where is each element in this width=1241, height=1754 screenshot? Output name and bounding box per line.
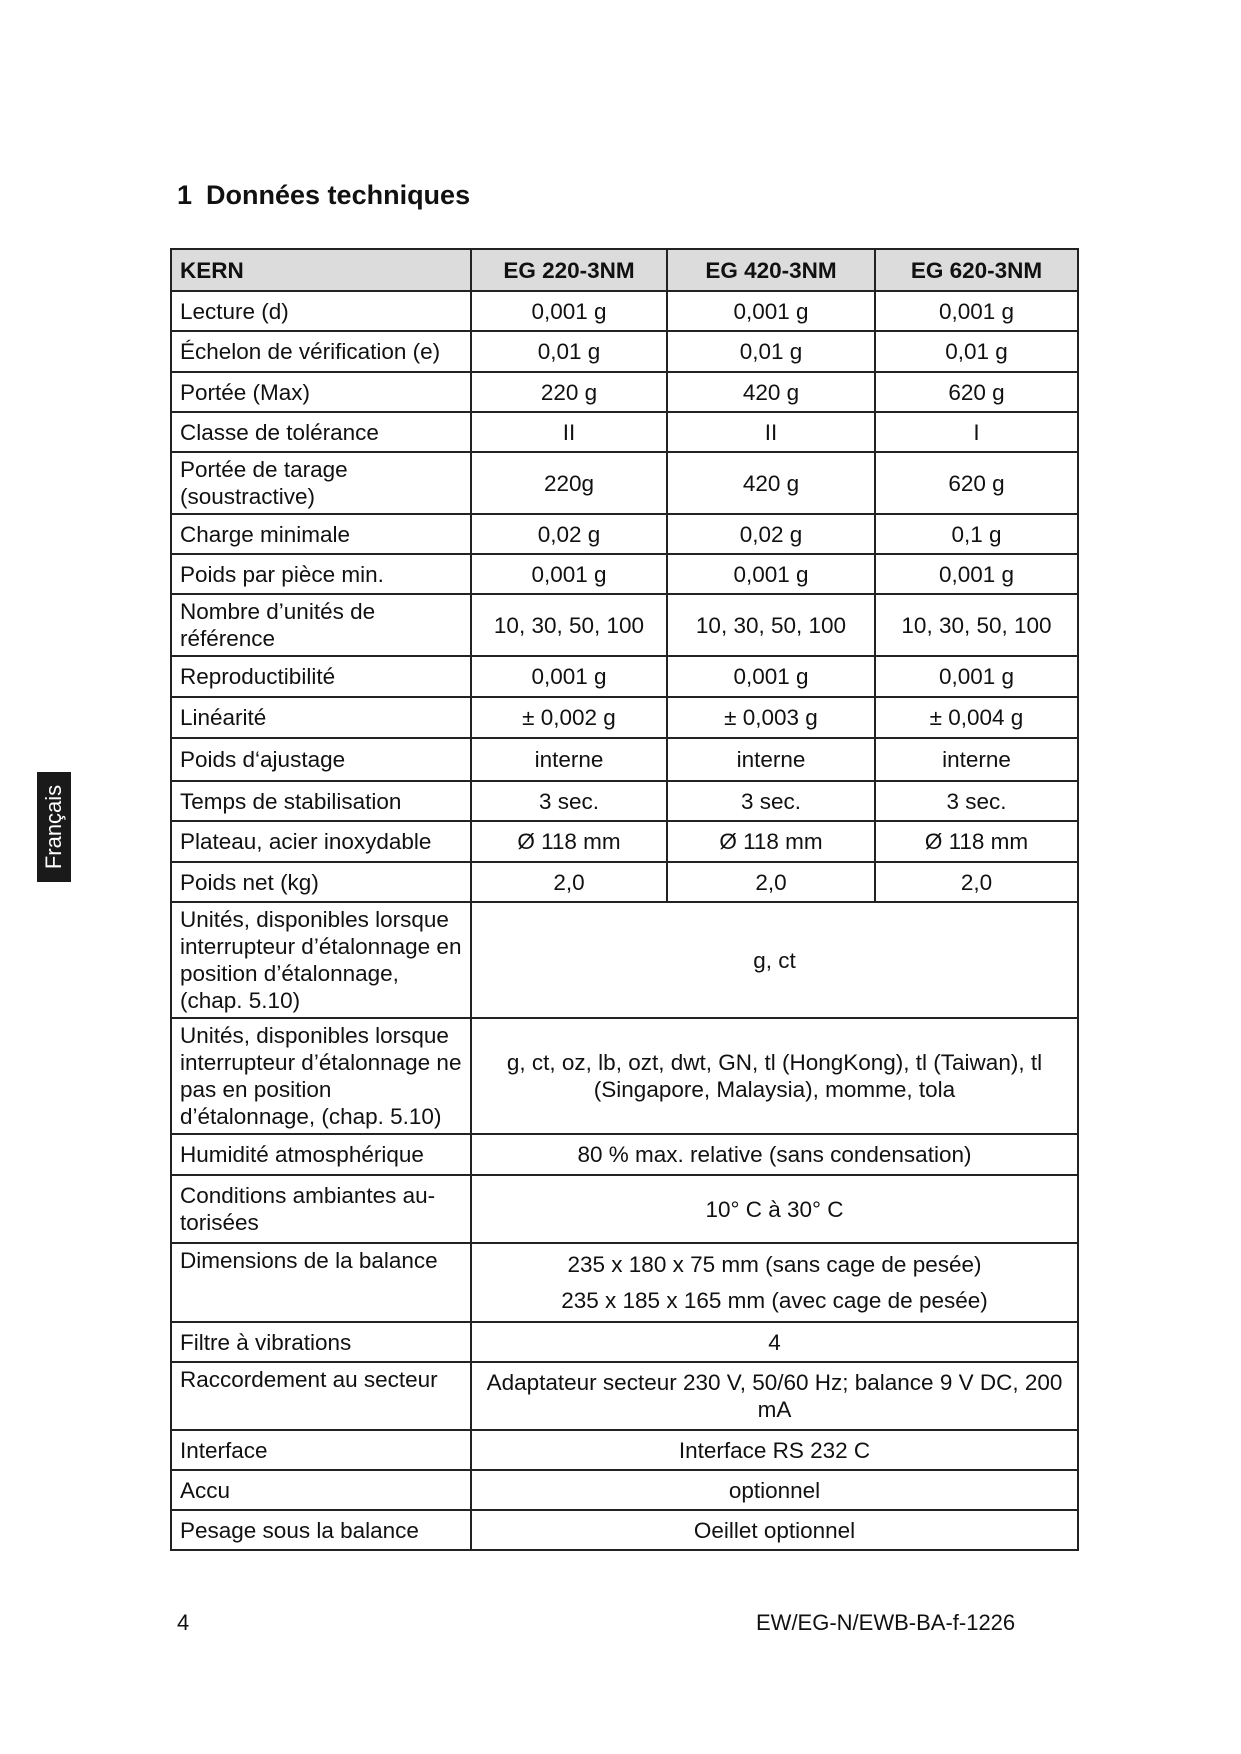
row-label: Classe de tolérance (171, 412, 471, 452)
page-number: 4 (177, 1610, 190, 1635)
cell-value: 10° C à 30° C (471, 1175, 1078, 1243)
cell-value: I (875, 412, 1078, 452)
cell-value: 3 sec. (875, 781, 1078, 821)
cell-value: II (471, 412, 667, 452)
table-row (171, 412, 1078, 452)
row-label: Unités, disponibles lorsque interrupteur d’étalonnage en position d’étalonnage, (chap. 5.10) (171, 902, 471, 1018)
table-row (171, 781, 1078, 821)
row-label: Filtre à vibrations (171, 1322, 471, 1362)
row-label: Poids net (kg) (171, 862, 471, 902)
cell-value: 3 sec. (471, 781, 667, 821)
row-label: Dimensions de la balance (171, 1243, 471, 1322)
row-label: Échelon de vérification (e) (171, 331, 471, 372)
cell-value: 0,1 g (875, 514, 1078, 554)
cell-value: 0,02 g (667, 514, 875, 554)
row-label: Reproductibilité (171, 656, 471, 697)
table-header-row (171, 249, 1078, 291)
cell-value: 235 x 180 x 75 mm (sans cage de pesée) (567, 1252, 982, 1277)
cell-value: 0,01 g (667, 331, 875, 372)
cell-value: ± 0,002 g (471, 697, 667, 738)
table-row (171, 1510, 1078, 1550)
table-row (171, 554, 1078, 594)
cell-value: Oeillet optionnel (471, 1510, 1078, 1550)
cell-value: g, ct, oz, lb, ozt, dwt, GN, tl (HongKong), tl (Taiwan), tl (Singapore, Malaysia), momme, tola (471, 1018, 1078, 1134)
cell-value: 10, 30, 50, 100 (875, 594, 1078, 656)
row-label: Charge minimale (171, 514, 471, 554)
row-label: Conditions ambiantes au-torisées (171, 1175, 471, 1243)
language-tab-label: Français (41, 784, 66, 870)
cell-value: 0,001 g (875, 656, 1078, 697)
cell-value: 420 g (667, 452, 875, 514)
cell-value: 0,001 g (667, 656, 875, 697)
table-row (171, 1018, 1078, 1134)
table-row (171, 372, 1078, 412)
dimensions-cell (471, 1243, 1078, 1322)
cell-value: Ø 118 mm (875, 821, 1078, 862)
row-label: Nombre d’unités de référence (171, 594, 471, 656)
row-label: Plateau, acier inoxydable (171, 821, 471, 862)
row-label: Humidité atmosphérique (171, 1134, 471, 1175)
cell-value: 2,0 (471, 862, 667, 902)
cell-value: 2,0 (667, 862, 875, 902)
cell-value: 4 (471, 1322, 1078, 1362)
table-row (171, 291, 1078, 331)
cell-value: ± 0,003 g (667, 697, 875, 738)
cell-value: 0,001 g (875, 291, 1078, 331)
table-row (171, 1362, 1078, 1430)
row-label: Lecture (d) (171, 291, 471, 331)
cell-value: interne (667, 738, 875, 781)
section-heading (177, 180, 470, 211)
table-row (171, 656, 1078, 697)
table-row (171, 594, 1078, 656)
cell-value: 0,001 g (667, 554, 875, 594)
cell-value: 620 g (875, 372, 1078, 412)
table-row (171, 1322, 1078, 1362)
cell-value: 80 % max. relative (sans condensation) (471, 1134, 1078, 1175)
table-row (171, 1134, 1078, 1175)
row-label: Unités, disponibles lorsque interrupteur d’étalonnage ne pas en position d’étalonnage, (chap. 5.10) (171, 1018, 471, 1134)
header-model: EG 220-3NM (471, 249, 667, 291)
cell-value: 0,01 g (875, 331, 1078, 372)
cell-value: 0,001 g (667, 291, 875, 331)
table-row (171, 331, 1078, 372)
table-row (171, 1470, 1078, 1510)
header-brand: KERN (171, 249, 471, 291)
cell-value: 235 x 185 x 165 mm (avec cage de pesée) (561, 1288, 988, 1313)
cell-value: 420 g (667, 372, 875, 412)
row-label: Raccordement au secteur (171, 1362, 471, 1430)
cell-value: 0,001 g (471, 291, 667, 331)
section-number: 1 (177, 180, 193, 210)
cell-value: Ø 118 mm (667, 821, 875, 862)
cell-value: 10, 30, 50, 100 (471, 594, 667, 656)
table-row (171, 821, 1078, 862)
table-row (171, 1243, 1078, 1322)
table-row (171, 697, 1078, 738)
cell-value: Ø 118 mm (471, 821, 667, 862)
cell-value: 220g (471, 452, 667, 514)
cell-value: 10, 30, 50, 100 (667, 594, 875, 656)
cell-value: Adaptateur secteur 230 V, 50/60 Hz; balance 9 V DC, 200 mA (471, 1362, 1078, 1430)
cell-value: 0,001 g (875, 554, 1078, 594)
table-row (171, 862, 1078, 902)
spec-table (170, 248, 1079, 1551)
cell-value: 0,01 g (471, 331, 667, 372)
cell-value: 0,02 g (471, 514, 667, 554)
table-row (171, 452, 1078, 514)
cell-value: ± 0,004 g (875, 697, 1078, 738)
table-row (171, 738, 1078, 781)
row-label: Interface (171, 1430, 471, 1470)
cell-value: 0,001 g (471, 554, 667, 594)
row-label: Linéarité (171, 697, 471, 738)
row-label: Pesage sous la balance (171, 1510, 471, 1550)
row-label: Poids d‘ajustage (171, 738, 471, 781)
document-code: EW/EG-N/EWB-BA-f-1226 (756, 1610, 1016, 1635)
row-label: Accu (171, 1470, 471, 1510)
row-label: Temps de stabilisation (171, 781, 471, 821)
row-label: Poids par pièce min. (171, 554, 471, 594)
table-row (171, 514, 1078, 554)
header-model: EG 420-3NM (667, 249, 875, 291)
section-title: Données techniques (206, 180, 471, 210)
cell-value: interne (875, 738, 1078, 781)
cell-value: 0,001 g (471, 656, 667, 697)
row-label: Portée (Max) (171, 372, 471, 412)
table-row (171, 902, 1078, 1018)
row-label: Portée de tarage (soustractive) (171, 452, 471, 514)
cell-value: 2,0 (875, 862, 1078, 902)
language-tab (37, 772, 71, 882)
cell-value: optionnel (471, 1470, 1078, 1510)
table-row (171, 1430, 1078, 1470)
cell-value: II (667, 412, 875, 452)
table-row (171, 1175, 1078, 1243)
cell-value: 620 g (875, 452, 1078, 514)
cell-value: interne (471, 738, 667, 781)
cell-value: Interface RS 232 C (471, 1430, 1078, 1470)
cell-value: g, ct (471, 902, 1078, 1018)
cell-value: 220 g (471, 372, 667, 412)
header-model: EG 620-3NM (875, 249, 1078, 291)
cell-value: 3 sec. (667, 781, 875, 821)
